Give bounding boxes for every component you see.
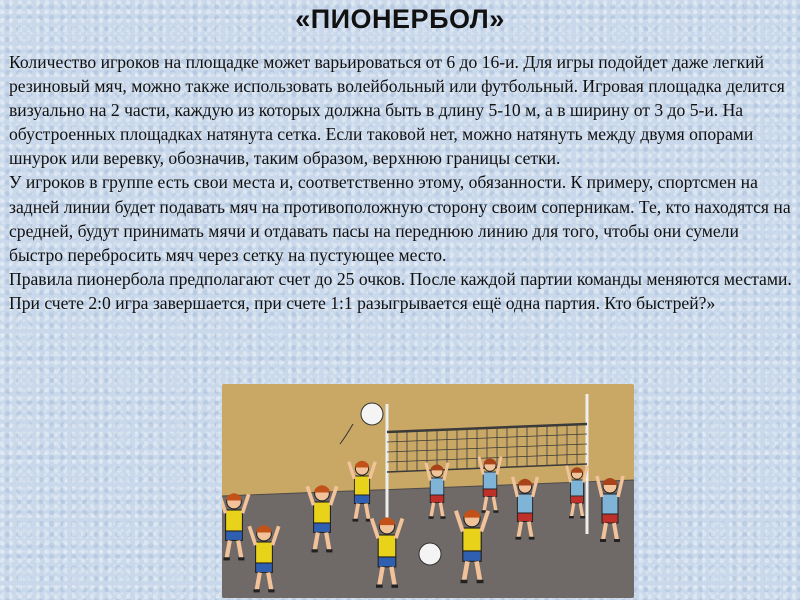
pioneerball-illustration	[222, 384, 634, 598]
ball-in-air	[361, 403, 383, 425]
page-title: «ПИОНЕРБОЛ»	[295, 4, 505, 34]
ball-on-ground	[419, 543, 441, 565]
paragraph-positions: У игроков в группе есть свои места и, соответственно этому, обязанности. К примеру, спортсмен на задней линии будет подавать мяч на противоположную сторону своим соперникам. Те, кто находятся на средней, будут принимать мячи и отдавать пасы на переднюю линию для того, чтобы они сумели быстро перебросить мяч через сетку на пустующее место.	[9, 172, 791, 265]
paragraph-players-court: Количество игроков на площадке может варьироваться от 6 до 16-и. Для игры подойдет даже легкий резиновый мяч, можно также использовать волейбольный или футбольный. Игровая площадка делится визуально на 2 части, каждую из которых должна быть в длину 5-10 м, а в ширину от 3 до 5-и. На обустроенных площадках натянута сетка. Если таковой нет, можно натянуть между двумя опорами шнурок или веревку, обозначив, таким образом, верхнюю границы сетки.	[9, 52, 785, 169]
children-playing-pioneerball-icon	[222, 384, 634, 598]
body-text	[9, 50, 795, 315]
paragraph-scoring: Правила пионербола предполагают счет до 25 очков. После каждой партии команды меняются местами. При счете 2:0 игра завершается, при счете 1:1 разыгрывается ещё одна партия. Кто быстрей?»	[9, 268, 792, 313]
